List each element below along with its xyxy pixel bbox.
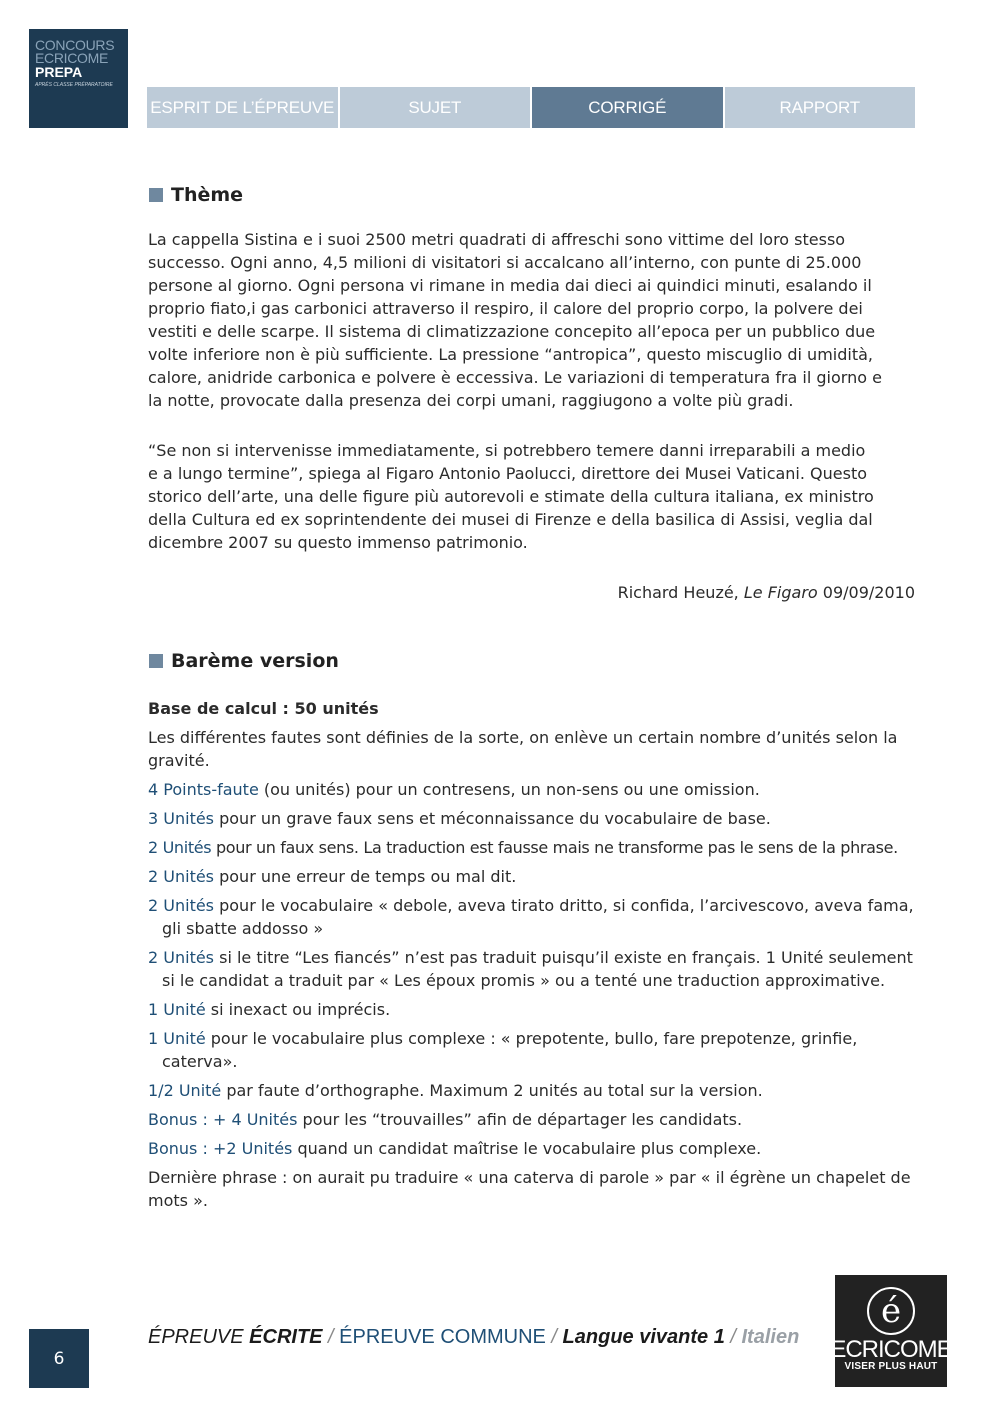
bareme-item-key: 1 Unité	[148, 1000, 206, 1019]
tab-sujet[interactable]: SUJET	[340, 87, 531, 128]
theme-heading	[149, 184, 243, 206]
bareme-item-key: 2 Unités	[148, 896, 215, 915]
footer-italien: Italien	[741, 1326, 800, 1348]
tab-corrige[interactable]: CORRIGÉ	[532, 87, 723, 128]
logo-line-concours: CONCOURS	[35, 37, 115, 53]
bareme-closing: Dernière phrase : on aurait pu traduire « una caterva di parole » par « il égrène un chapelet de mots ».	[148, 1168, 911, 1210]
theme-paragraph-1: La cappella Sistina e i suoi 2500 metri quadrati di affreschi sono vittime del loro stesso successo. Ogni anno, 4,5 milioni di visitatori si accalcano all’interno, con punte di 25.000 persone al giorno. Ogni persona vi rimane in media dai dieci ai quindici minuti, esalando il proprio fiato,i gas carbonici attraverso il respiro, il calore del proprio corpo, la polvere dei vestiti e delle scarpe. Il sistema di climatizzazione concepito all’epoca per un pubblico due volte inferiore non è più sufficiente. La pressione “antropica”, questo miscuglio di umidità, calore, anidride carbonica e polvere è eccessiva. Le variazioni di temperatura fra il giorno e la notte, provocate dalla presenza dei corpi umani, raggiugono a volte più gradi.	[148, 230, 882, 410]
citation	[618, 583, 915, 602]
bareme-item	[148, 807, 918, 830]
bareme-item-key: 2 Unités	[148, 867, 215, 886]
square-bullet-icon	[149, 188, 163, 202]
bareme-item-text: si inexact ou imprécis.	[205, 1000, 391, 1019]
bareme-heading	[149, 650, 339, 672]
footer-epreuve2-label: ÉPREUVE	[339, 1326, 441, 1348]
bareme-item-key: 1/2 Unité	[148, 1081, 222, 1100]
bareme-item-text: pour les “trouvailles” afin de départager les candidats.	[297, 1110, 743, 1129]
bareme-item	[148, 1108, 918, 1131]
bareme-item	[148, 1137, 918, 1160]
footer-epreuve-commune	[339, 1326, 546, 1348]
bareme-intro: Les différentes fautes sont définies de la sorte, on enlève un certain nombre d’unités selon la gravité.	[148, 728, 898, 770]
bareme-item-key: 3 Unités	[148, 809, 215, 828]
theme-paragraph-2: “Se non si intervenisse immediatamente, si potrebbero temere danni irreparabili a medio e a lungo termine”, spiega al Figaro Antonio Paolucci, direttore dei Musei Vaticani. Questo storico dell’arte, una delle figure più autorevoli e stimate della cultura italiana, ex ministro della Cultura ed ex soprintendente dei musei di Firenze e della basilica di Assisi, veglia dal dicembre 2007 su questo immenso patrimonio.	[148, 441, 874, 552]
footer-ecrite: ÉCRITE	[249, 1326, 323, 1348]
concours-ecricome-logo	[29, 29, 128, 128]
bareme-item-text: pour un faux sens. La traduction est fausse mais ne transforme pas le sens de la phrase.	[211, 838, 898, 857]
citation-date: 09/09/2010	[817, 583, 915, 602]
bareme-item-text: si le titre “Les fiancés” n’est pas traduit puisqu’il existe en français. 1 Unité seulement si le candidat a traduit par « Les époux promis » ou a tenté une traduction approximative.	[162, 948, 913, 990]
footer-epreuve-label: ÉPREUVE	[148, 1326, 250, 1348]
bareme-body	[148, 697, 918, 1218]
footer-commune: COMMUNE	[440, 1326, 546, 1348]
citation-source: Le Figaro	[743, 583, 818, 602]
footer-epreuve	[148, 1326, 323, 1348]
bareme-item-text: quand un candidat maîtrise le vocabulaire plus complexe.	[292, 1139, 762, 1158]
bareme-item-key: Bonus : +2 Unités	[148, 1139, 293, 1158]
logo-line-prepa: PREPA	[35, 64, 83, 80]
footer-exam-line	[148, 1326, 799, 1349]
bareme-base: Base de calcul : 50 unités	[148, 699, 379, 718]
bareme-item-key: Bonus : + 4 Unités	[148, 1110, 298, 1129]
bareme-item	[148, 946, 918, 992]
bareme-item	[148, 778, 918, 801]
bareme-item-key: 2 Unités	[148, 838, 212, 857]
bareme-title: Barème version	[171, 650, 339, 672]
bareme-item-text: pour le vocabulaire « debole, aveva tirato dritto, si confida, l’arcivescovo, aveva fama, gli sbatte addosso »	[162, 896, 914, 938]
page-number: 6	[29, 1329, 89, 1388]
bareme-item-text: par faute d’orthographe. Maximum 2 unités au total sur la version.	[221, 1081, 763, 1100]
brand-tagline: VISER PLUS HAUT	[844, 1361, 938, 1372]
bareme-item-text: pour le vocabulaire plus complexe : « prepotente, bullo, fare prepotenze, grinfie, caterva».	[162, 1029, 858, 1071]
bareme-item-text: pour un grave faux sens et méconnaissance du vocabulaire de base.	[214, 809, 771, 828]
tab-rapport[interactable]: RAPPORT	[725, 87, 916, 128]
ecricome-brand-logo	[830, 1275, 952, 1387]
ecricome-e-icon: é	[867, 1287, 915, 1335]
logo-line-ecricome: ECRICOME	[35, 50, 109, 66]
bareme-item	[148, 894, 918, 940]
bareme-item-key: 1 Unité	[148, 1029, 206, 1048]
footer-separator: /	[322, 1326, 340, 1348]
bareme-item	[148, 836, 918, 859]
bareme-item	[148, 1027, 918, 1073]
tab-esprit-epreuve[interactable]: ESPRIT DE L’ÉPREUVE	[147, 87, 338, 128]
footer-separator: /	[724, 1326, 742, 1348]
theme-title: Thème	[171, 184, 244, 206]
bareme-item	[148, 865, 918, 888]
bareme-item-text: (ou unités) pour un contresens, un non-sens ou une omission.	[258, 780, 760, 799]
section-tabs	[147, 87, 915, 128]
logo-line-subtitle: APRÈS CLASSE PRÉPARATOIRE	[35, 82, 113, 88]
brand-name: ECRICOME	[830, 1336, 952, 1363]
bareme-item	[148, 1079, 918, 1102]
bareme-item	[148, 998, 918, 1021]
footer-langue: Langue vivante 1	[562, 1326, 725, 1348]
bareme-item-key: 4 Points-faute	[148, 780, 259, 799]
footer-separator: /	[545, 1326, 563, 1348]
bareme-item-key: 2 Unités	[148, 948, 215, 967]
citation-author: Richard Heuzé,	[617, 583, 744, 602]
square-bullet-icon	[149, 654, 163, 668]
bareme-item-text: pour une erreur de temps ou mal dit.	[214, 867, 517, 886]
